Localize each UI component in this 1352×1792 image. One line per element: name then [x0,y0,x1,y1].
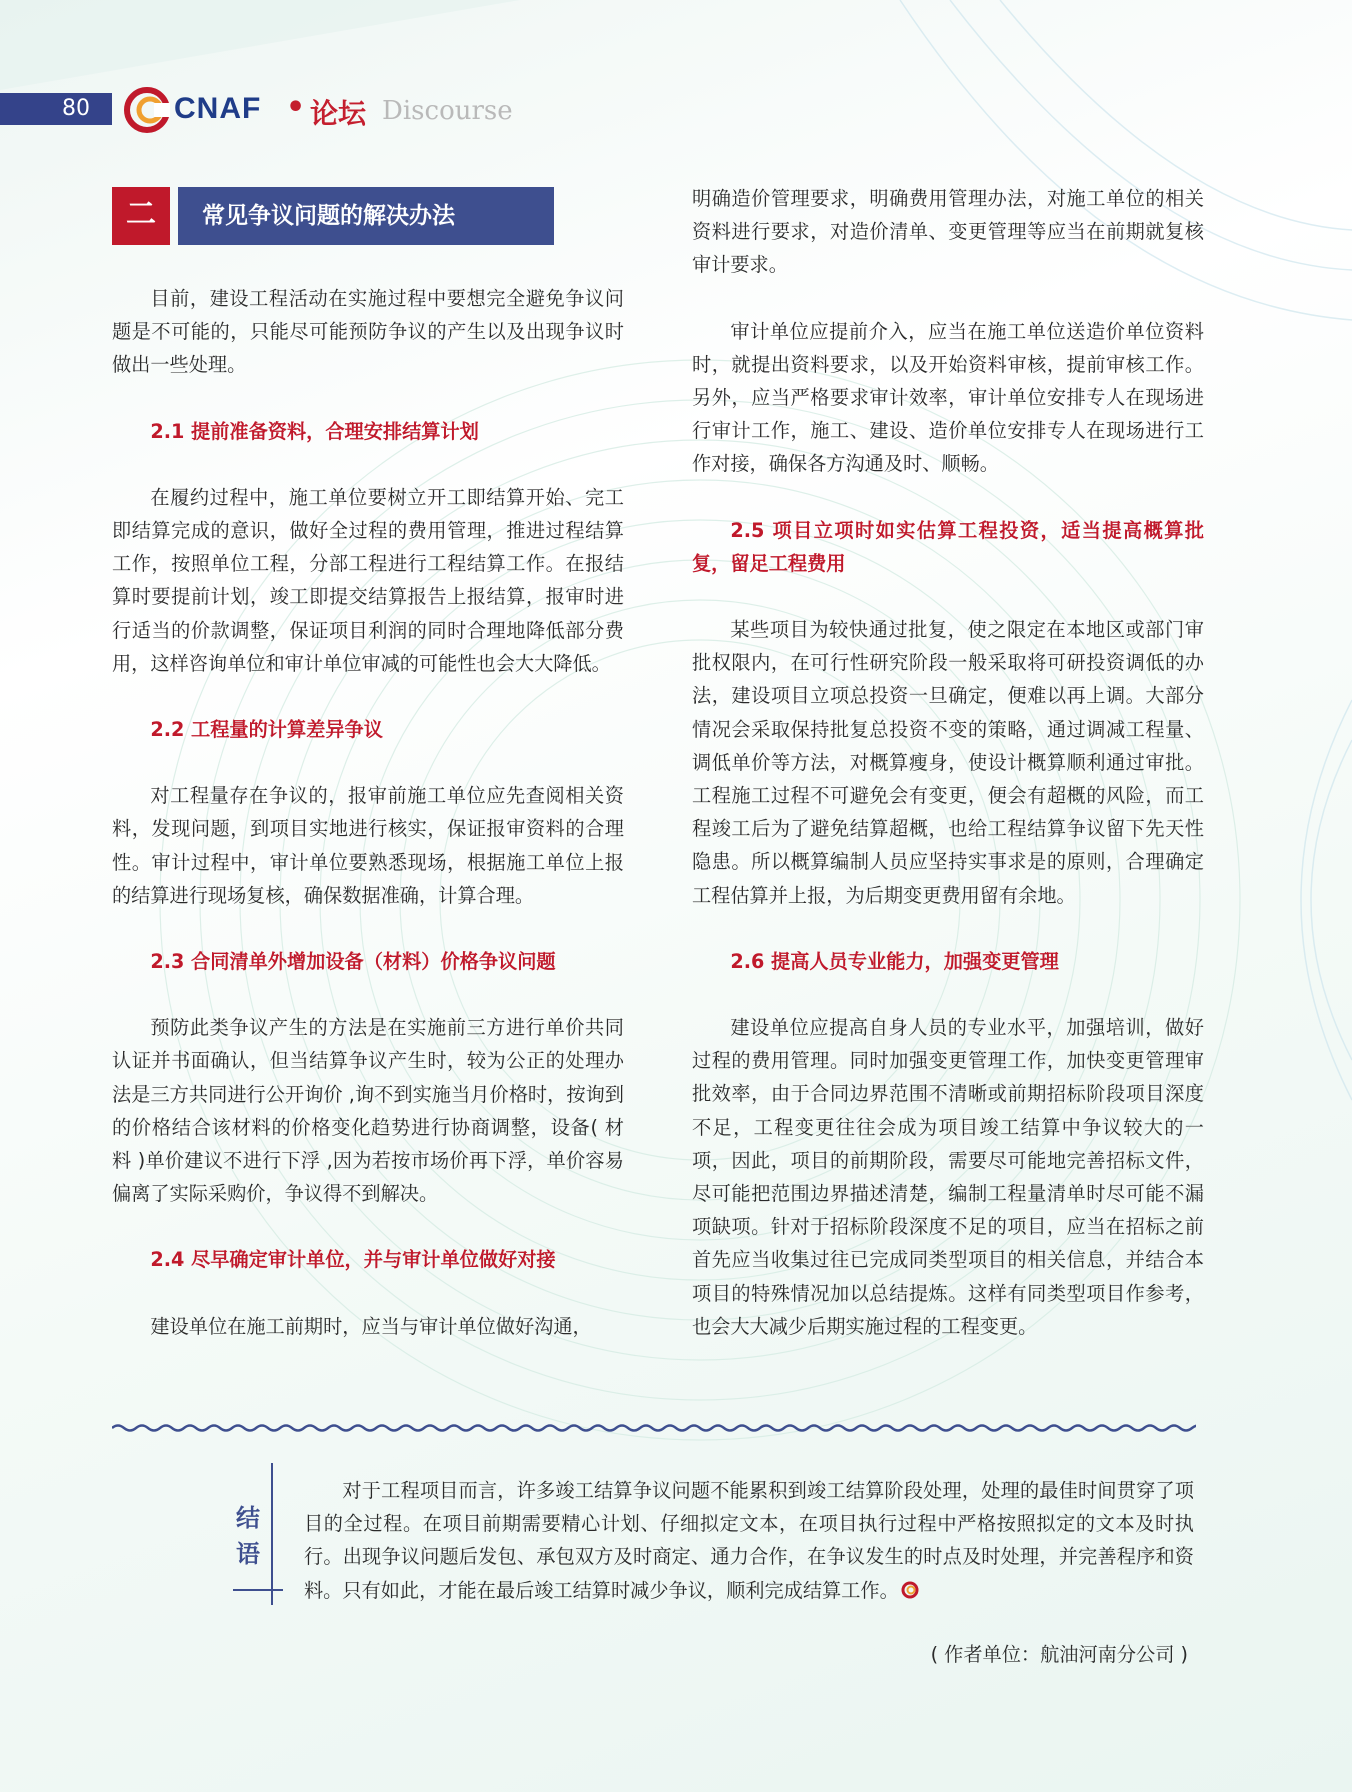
subheading-2-1: 2.1 提前准备资料，合理安排结算计划 [150,419,479,443]
paragraph-2-1: 在履约过程中，施工单位要树立开工即结算开始、完工即结算完成的意识，做好全过程的费用管理，推进过程结算工作，按照单位工程，分部工程进行工程结算工作。在报结算时要提前计划，竣工即提交结算报告上报结算，报审时进行适当的价款调整，保证项目利润的同时合理地降低部分费用，这样咨询单位和审计单位审减的可能性也会大大降低。 [112,485,624,675]
paragraph-2-3: 预防此类争议产生的方法是在实施前三方进行单价共同认证并书面确认，但当结算争议产生时，较为公正的处理办法是三方共同进行公开询价 ,询不到实施当月价格时，按询到的价格结合该材料的价格变化趋势进行协商调整，设备( 材料 )单价建议不进行下浮 ,因为若按市场价再下浮，单价容易偏离了实际采购价，争议得不到解决。 [112,1016,624,1206]
cnaf-logo-icon [124,87,170,133]
brand-name: CNAF [174,92,262,125]
conclusion-vertical-rule [271,1463,273,1605]
section-title: 常见争议问题的解决办法 [178,187,554,245]
subheading-2-3: 2.3 合同清单外增加设备（材料）价格争议问题 [150,950,556,974]
subheading-2-4: 2.4 尽早确定审计单位，并与审计单位做好对接 [150,1248,556,1272]
end-mark-icon [901,1581,919,1599]
conclusion-label [236,1500,266,1572]
subheading-2-2: 2.2 工程量的计算差异争议 [150,718,383,742]
conclusion-label-char-1: 结 [236,1504,260,1532]
section-name: 论坛 [310,97,367,130]
conclusion-label-char-2: 语 [236,1540,260,1568]
page-number: 80 [62,96,90,121]
subheading-2-6: 2.6 提高人员专业能力，加强变更管理 [730,949,1059,973]
conclusion-text [304,1474,1194,1607]
paragraph-2-2: 对工程量存在争议的，报审前施工单位应先查阅相关资料，发现问题，到项目实地进行核实，保证报审资料的合理性。审计过程中，审计单位要熟悉现场，根据施工单位上报的结算进行现场复核，确保数据准确，计算合理。 [112,784,624,907]
wave-divider [112,1418,1196,1438]
section-number: 二 [112,187,170,245]
header-separator: • [286,90,306,125]
paragraph-2-6: 建设单位应提高自身人员的专业水平，加强培训，做好过程的费用管理。同时加强变更管理工作，加快变更管理审批效率，由于合同边界范围不清晰或前期招标阶段项目深度不足，工程变更往往会成为项目竣工结算中争议较大的一项，因此，项目的前期阶段，需要尽可能地完善招标文件，尽可能把范围边界描述清楚，编制工程量清单时尽可能不漏项缺项。针对于招标阶段深度不足的项目，应当在招标之前首先应当收集过往已完成同类型项目的相关信息，并结合本项目的特殊情况加以总结提炼。这样有同类型项目作参考，也会大大减少后期实施过程的工程变更。 [692,1016,1204,1338]
paragraph-2-4: 建设单位在施工前期时，应当与审计单位做好沟通， [150,1314,592,1338]
left-column [112,282,624,1343]
intro-paragraph: 目前，建设工程活动在实施过程中要想完全避免争议问题是不可能的，只能尽可能预防争议的产生以及出现争议时做出一些处理。 [112,287,624,377]
author-affiliation: ( 作者单位：航油河南分公司 ) [930,1643,1188,1666]
paragraph-2-4-second: 审计单位应提前介入，应当在施工单位送造价单位资料时，就提出资料要求，以及开始资料审核，提前审核工作。另外，应当严格要求审计效率，审计单位安排专人在现场进行审计工作，施工、建设、造价单位安排专人在现场进行工作对接，确保各方沟通及时、顺畅。 [692,319,1204,476]
conclusion-paragraph: 对于工程项目而言，许多竣工结算争议问题不能累积到竣工结算阶段处理，处理的最佳时间贯穿了项目的全过程。在项目前期需要精心计划、仔细拟定文本，在项目执行过程中严格按照拟定的文本及时执行。出现争议问题后发包、承包双方及时商定、通力合作，在争议发生的时点及时处理，并完善程序和资料。只有如此，才能在最后竣工结算时减少争议，顺利完成结算工作。 [304,1479,1194,1602]
right-column [692,182,1204,1343]
page-number-bar [0,93,112,125]
paragraph-2-5: 某些项目为较快通过批复，使之限定在本地区或部门审批权限内，在可行性研究阶段一般采取将可研投资调低的办法，建设项目立项总投资一旦确定，便难以再上调。大部分情况会采取保持批复总投资不变的策略，通过调减工程量、调低单价等方法，对概算瘦身，使设计概算顺利通过审批。工程施工过程不可避免会有变更，便会有超概的风险，而工程竣工后为了避免结算超概，也给工程结算争议留下先天性隐患。所以概算编制人员应坚持实事求是的原则，合理确定工程估算并上报，为后期变更费用留有余地。 [692,618,1204,907]
conclusion-horizontal-rule [233,1589,283,1591]
paragraph-2-4-continued: 明确造价管理要求，明确费用管理办法，对施工单位的相关资料进行要求，对造价清单、变更管理等应当在前期就复核审计要求。 [692,187,1204,277]
section-name-en: Discourse [382,96,513,126]
subheading-2-5: 2.5 项目立项时如实估算工程投资，适当提高概算批复，留足工程费用 [692,518,1204,575]
